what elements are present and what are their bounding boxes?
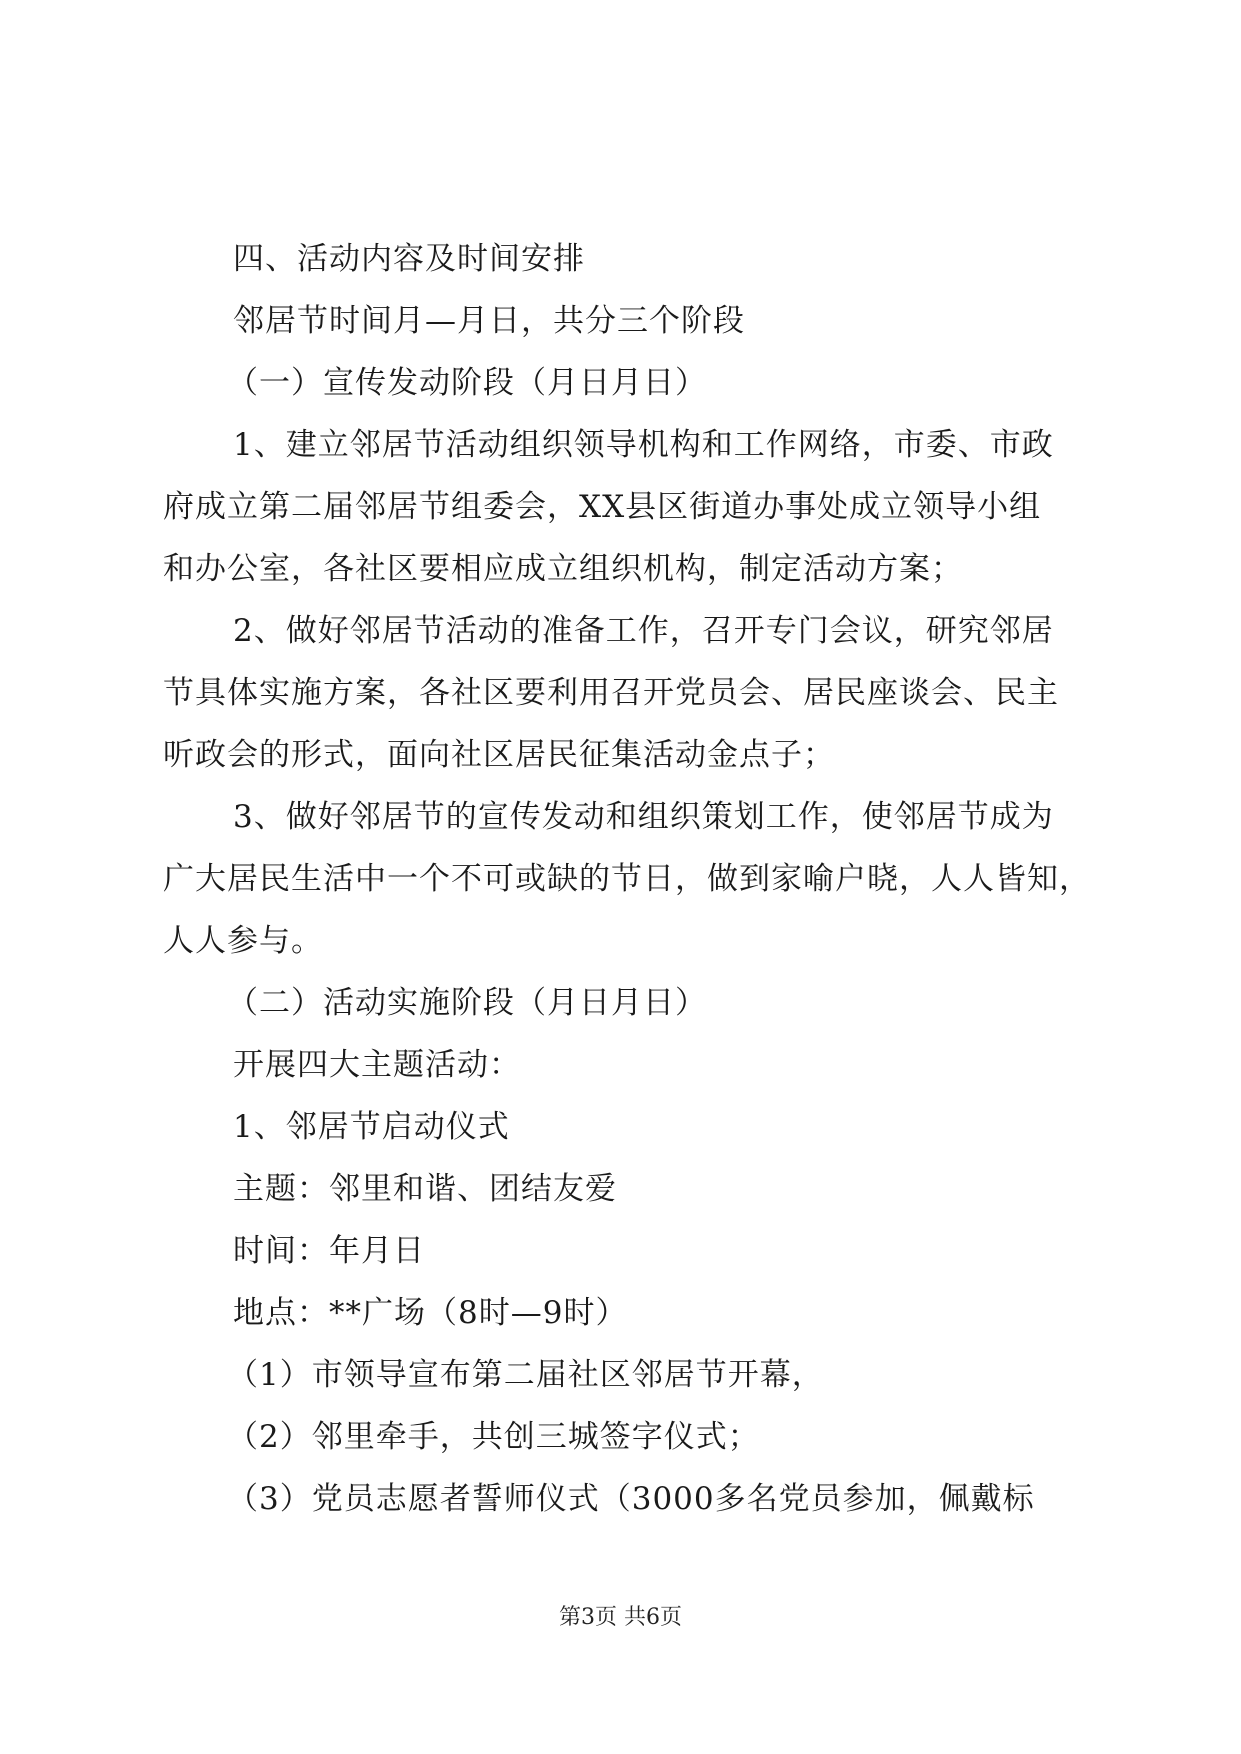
paragraph-line: 和办公室，各社区要相应成立组织机构，制定活动方案； bbox=[163, 551, 963, 587]
section-heading: 四、活动内容及时间安排 bbox=[233, 241, 585, 277]
paragraph-3 bbox=[163, 786, 1091, 972]
paragraph-line: 3、做好邻居节的宣传发动和组织策划工作，使邻居节成为 bbox=[233, 799, 1054, 835]
paragraph-line: 广大居民生活中一个不可或缺的节日，做到家喻户晓，人人皆知， bbox=[163, 861, 1091, 897]
text-line: 开展四大主题活动： bbox=[233, 1047, 521, 1083]
list-item: （3）党员志愿者誓师仪式（3000多名党员参加，佩戴标 bbox=[227, 1481, 1035, 1517]
document-body bbox=[163, 228, 1091, 1530]
list-item: （1）市领导宣布第二届社区邻居节开幕， bbox=[227, 1357, 824, 1393]
paragraph-line: 府成立第二届邻居节组委会，XX县区街道办事处成立领导小组 bbox=[163, 489, 1042, 525]
paragraph-line: 1、建立邻居节活动组织领导机构和工作网络，市委、市政 bbox=[233, 427, 1054, 463]
stage-heading: （一）宣传发动阶段（月日月日） bbox=[227, 365, 707, 401]
paragraph-2 bbox=[163, 600, 1083, 786]
page-number-footer: 第3页 共6页 bbox=[559, 1605, 682, 1630]
text-line: 主题：邻里和谐、团结友爱 bbox=[233, 1171, 617, 1207]
list-item: （2）邻里牵手，共创三城签字仪式； bbox=[227, 1419, 760, 1455]
text-line: 地点：**广场（8时—9时） bbox=[233, 1295, 628, 1331]
paragraph-line: 人人参与。 bbox=[163, 923, 323, 959]
paragraph-line: 2、做好邻居节活动的准备工作，召开专门会议，研究邻居 bbox=[233, 613, 1054, 649]
paragraph-1 bbox=[163, 414, 1083, 600]
paragraph-line: 听政会的形式，面向社区居民征集活动金点子； bbox=[163, 737, 835, 773]
activity-heading: 1、邻居节启动仪式 bbox=[233, 1109, 510, 1145]
text-line: 时间：年月日 bbox=[233, 1233, 425, 1269]
paragraph-line: 节具体实施方案，各社区要利用召开党员会、居民座谈会、民主 bbox=[163, 675, 1059, 711]
text-line: 邻居节时间月—月日，共分三个阶段 bbox=[233, 303, 745, 339]
stage-heading: （二）活动实施阶段（月日月日） bbox=[227, 985, 707, 1021]
